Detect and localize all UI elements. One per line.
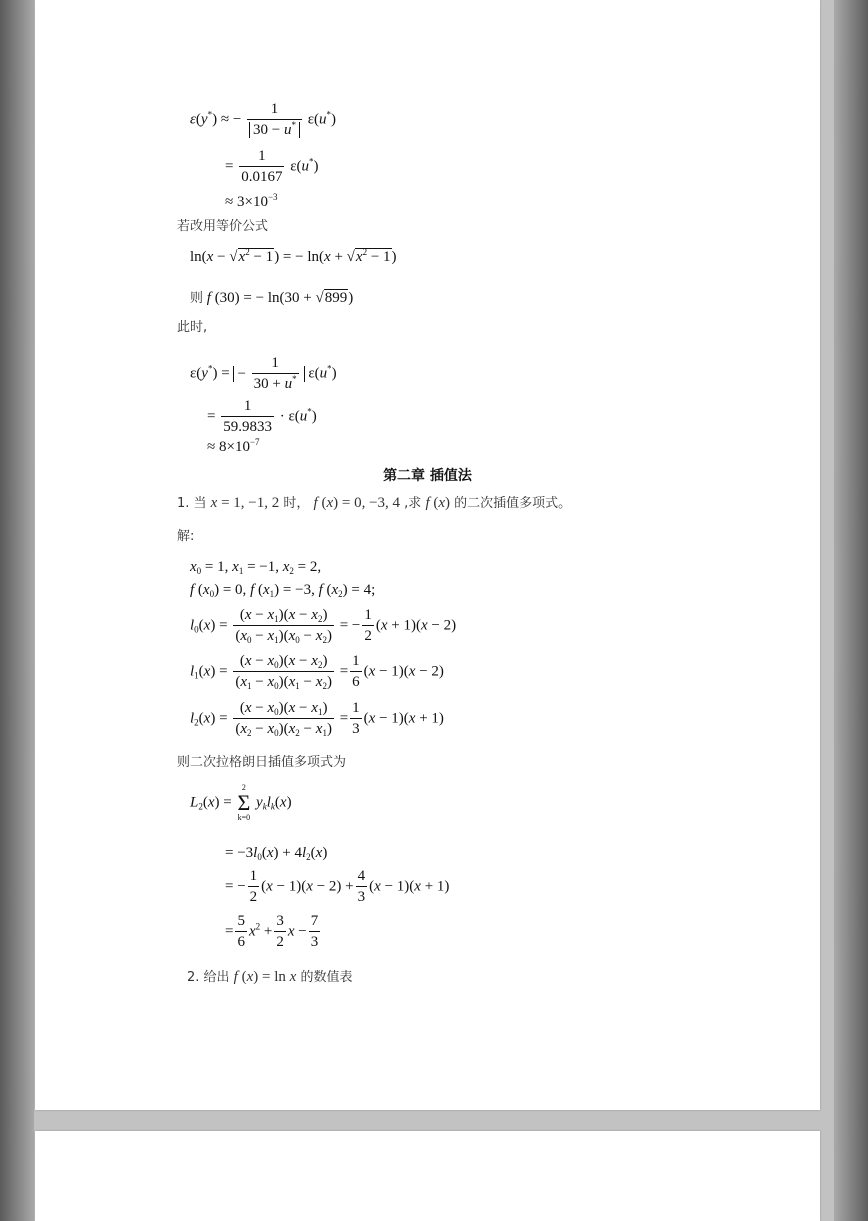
equation-l0: $l_0(x)$ = $\frac{(x - x_1)(x - x_2)}{(x_0 - x_1)(x_0 - x_2)}$ = − $\frac{1}{2}$ (x + 1)(x − 2) <box>190 607 457 646</box>
equation-error-estimate-1: ε(y*) ≈ − $\frac{1}{30 - u^*}$ ε(u*) <box>190 101 337 139</box>
equation-ln-identity: $\ln(x - √x^2 - 1)$ = − $\ln(x + √x^2 - 1)$ <box>190 247 397 265</box>
equation-L2-definition: $L_2(x)$ = 2 Σ k=0 $y_kl_k(x)$ <box>190 783 292 822</box>
text-lagrange-intro: 则二次拉格朗日插值多项式为 <box>177 755 347 770</box>
problem-1-statement: 1. 当 x = 1, −1, 2 时， f (x) = 0, −3, 4 ,求 f (x) 的二次插值多项式。 <box>177 495 572 511</box>
equation-error-estimate-6: ≈ $8\times 10^{-7}$ <box>207 437 260 455</box>
text-at-this-time: 此时, <box>177 320 208 335</box>
equation-f30: 则 f (30) = − ln(30 + √899) <box>190 290 354 306</box>
document-page-1 <box>35 0 820 1110</box>
equation-error-estimate-4: ε(y*) = − $\frac{1}{30 + u^*}$ ε(u*) <box>190 355 337 393</box>
solution-label: 解: <box>177 529 195 544</box>
equation-L2-step1: = $-3l_0(x) + 4l_2(x)$ <box>225 845 328 862</box>
equation-l2: $l_2(x)$ = $\frac{(x - x_0)(x - x_1)}{(x_2 - x_0)(x_2 - x_1)}$ = $\frac{1}{3}$ (x − 1)(x + 1) <box>190 700 444 739</box>
equation-nodes: $x_0 = 1$, $x_1 = -1$, $x_2 = 2$, <box>190 559 322 576</box>
equation-error-estimate-3: ≈ $3\times 10^{-3}$ <box>225 192 278 210</box>
equation-error-estimate-5: = $\frac{1}{59.9833}$ · ε(u*) <box>207 398 317 436</box>
document-page-2 <box>35 1131 820 1221</box>
equation-L2-step3: = $\frac{5}{6}$ $x^2$ + $\frac{3}{2}$ x − $\frac{7}{3}$ <box>225 913 319 951</box>
text-equiv-intro: 若改用等价公式 <box>177 219 269 234</box>
section-title: 第二章 插值法 <box>383 468 472 484</box>
problem-2-statement: 2. 给出 f (x) = ln x 的数值表 <box>187 969 353 985</box>
equation-values: f $(x_0) = 0$, f $(x_1) = -3$, f $(x_2) = 4$; <box>190 582 376 599</box>
equation-l1: $l_1(x)$ = $\frac{(x - x_0)(x - x_2)}{(x_1 - x_0)(x_1 - x_2)}$ = $\frac{1}{6}$ (x − 1)(x − 2) <box>190 653 444 692</box>
equation-L2-step2: = − $\frac{1}{2}$ (x − 1)(x − 2) + $\frac{4}{3}$ (x − 1)(x + 1) <box>225 868 450 906</box>
equation-error-estimate-2: = $\frac{1}{0.0167}$ ε(u*) <box>225 148 319 186</box>
